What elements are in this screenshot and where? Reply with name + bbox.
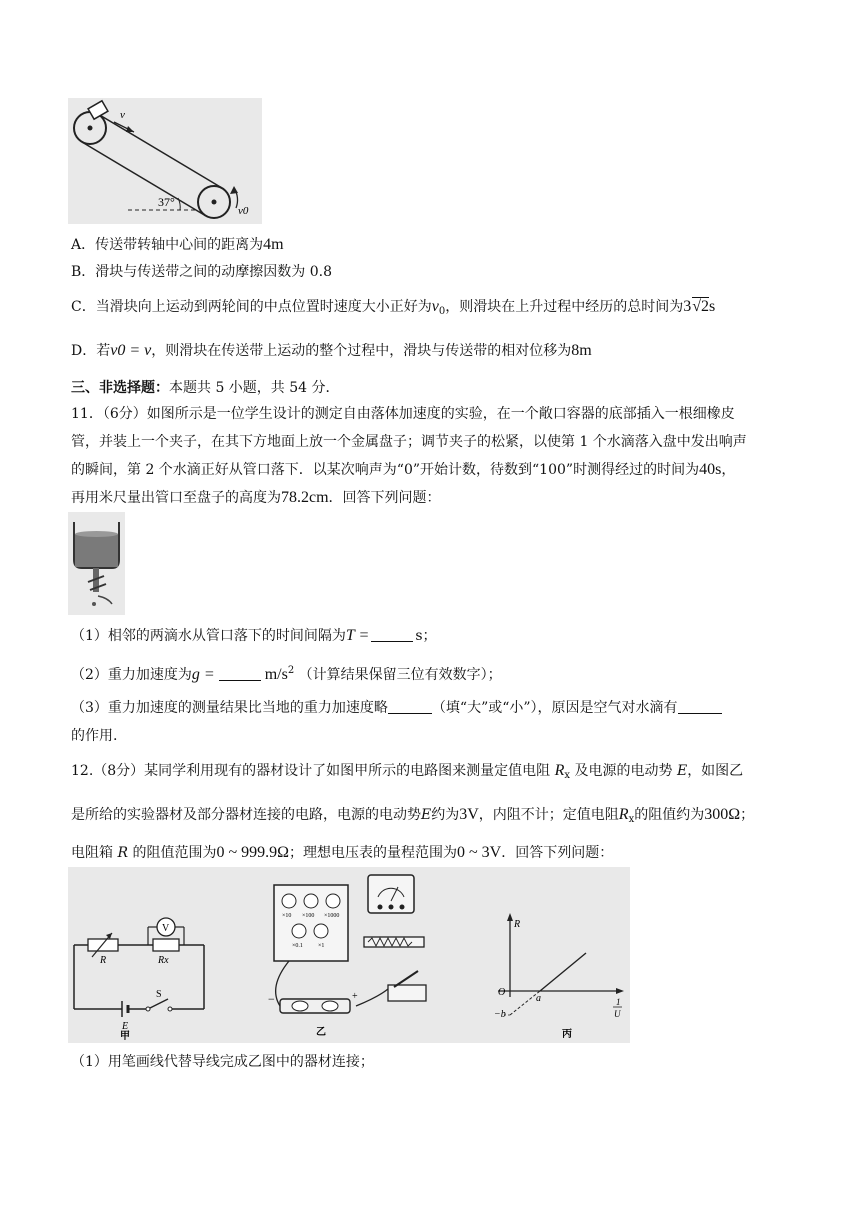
label-yi: 乙 bbox=[316, 1027, 326, 1038]
q11-sub3: （3）重力加速度的测量结果比当地的重力加速度略 （填“大”或“小”），原因是空气对水滴有 的作用. bbox=[71, 694, 796, 750]
svg-text:−b: −b bbox=[494, 1009, 506, 1020]
water-drop-diagram bbox=[68, 512, 125, 615]
svg-text:Rx: Rx bbox=[158, 955, 169, 966]
q11-sub1: （1）相邻的两滴水从管口落下的时间间隔为T = s； bbox=[71, 627, 437, 644]
slider-block bbox=[88, 101, 108, 119]
battery-holder bbox=[280, 999, 350, 1013]
circuit-jia bbox=[74, 918, 204, 1042]
switch-device bbox=[388, 985, 426, 1001]
resistor-rx-symbol bbox=[153, 939, 179, 951]
svg-text:U: U bbox=[614, 1009, 621, 1019]
option-a-value: 4m bbox=[263, 236, 284, 253]
answer-blank-4[interactable] bbox=[678, 699, 722, 714]
option-a bbox=[71, 235, 284, 255]
svg-text:−: − bbox=[268, 992, 275, 1006]
v0-label: v0 bbox=[238, 205, 249, 217]
svg-text:×100: ×100 bbox=[302, 913, 315, 919]
q12-line2: 是所给的实验器材及部分器材连接的电路，电源的电动势E约为3V，内阻不计；定值电阻$R_x$的阻值约为300Ω； bbox=[71, 806, 755, 825]
v-label: v bbox=[120, 109, 125, 121]
q11-text: 11．（6分）如图所示是一位学生设计的测定自由落体加速度的实验，在一个敞口容器的底部插入一根细橡皮 管，并装上一个夹子，在其下方地面上放一个金属盘子；调节夹子的松紧，以使第 1 个水滴落入盘中发出响声 的瞬间，第 2 个水滴正好从管口落下．以某次响声为“0”开始计数，待数到“100”时测得经过的时间为40s， 再用米尺量出管口至盘子的高度为78.2cm．回答下列问题： bbox=[71, 406, 747, 506]
circuit-figure bbox=[68, 867, 630, 1043]
svg-text:×1: ×1 bbox=[318, 943, 325, 949]
q12-line3: 电阻箱 R 的阻值范围为0 ~ 999.9Ω；理想电压表的量程范围为0 ~ 3V．回答下列问题： bbox=[71, 844, 614, 861]
svg-text:1: 1 bbox=[616, 997, 621, 1007]
resistance-box-symbol bbox=[88, 939, 118, 951]
option-b bbox=[71, 262, 332, 282]
option-c: C．当滑块向上运动到两轮间的中点位置时速度大小正好为$v_0$，则滑块在上升过程中经历的总时间为3√2s bbox=[71, 298, 716, 317]
graph-line bbox=[540, 953, 586, 991]
svg-text:E: E bbox=[122, 1021, 129, 1032]
svg-text:R: R bbox=[514, 919, 521, 930]
water-drop-figure bbox=[68, 512, 125, 615]
svg-text:R: R bbox=[100, 955, 107, 966]
circuit-diagram bbox=[68, 867, 630, 1043]
svg-text:V: V bbox=[162, 923, 170, 934]
option-a-text: A．传送带转轴中心间的距离为 bbox=[71, 237, 264, 253]
label-jia: 甲 bbox=[120, 1031, 130, 1042]
q12-sub1: （1）用笔画线代替导线完成乙图中的器材连接； bbox=[71, 1054, 374, 1070]
svg-text:S: S bbox=[156, 989, 162, 1000]
answer-blank-2[interactable] bbox=[219, 666, 261, 681]
svg-text:×1000: ×1000 bbox=[324, 913, 340, 919]
q12-line1: 12.（8分）某同学利用现有的器材设计了如图甲所示的电路图来测量定值电阻 $R_x$ 及电源的电动势 E，如图乙 bbox=[71, 762, 744, 781]
answer-blank-3[interactable] bbox=[388, 699, 432, 714]
answer-blank-1[interactable] bbox=[371, 627, 413, 642]
option-d-equation: v0 = v bbox=[110, 342, 152, 359]
conveyor-figure bbox=[68, 98, 262, 224]
option-b-text: B．滑块与传送带之间的动摩擦因数为 0.8 bbox=[71, 264, 333, 280]
svg-text:+: + bbox=[352, 991, 358, 1002]
q11-sub2: （2）重力加速度为$g = m/s^2$ （计算结果保留三位有效数字）； bbox=[71, 665, 502, 683]
option-d: D．若v0 = v，则滑块在传送带上运动的整个过程中，滑块与传送带的相对位移为8m bbox=[71, 342, 592, 359]
svg-text:O: O bbox=[498, 987, 506, 998]
label-bing: 丙 bbox=[562, 1029, 572, 1040]
svg-text:a: a bbox=[536, 993, 541, 1004]
conveyor-diagram bbox=[68, 98, 262, 224]
apparatus-yi bbox=[268, 875, 426, 1038]
svg-text:×0.1: ×0.1 bbox=[292, 943, 303, 949]
svg-text:×10: ×10 bbox=[282, 913, 292, 919]
section-heading: 三、非选择题：本题共 5 小题，共 54 分． bbox=[71, 380, 340, 396]
angle-label: 37° bbox=[158, 195, 175, 209]
graph-bing bbox=[494, 913, 624, 1040]
